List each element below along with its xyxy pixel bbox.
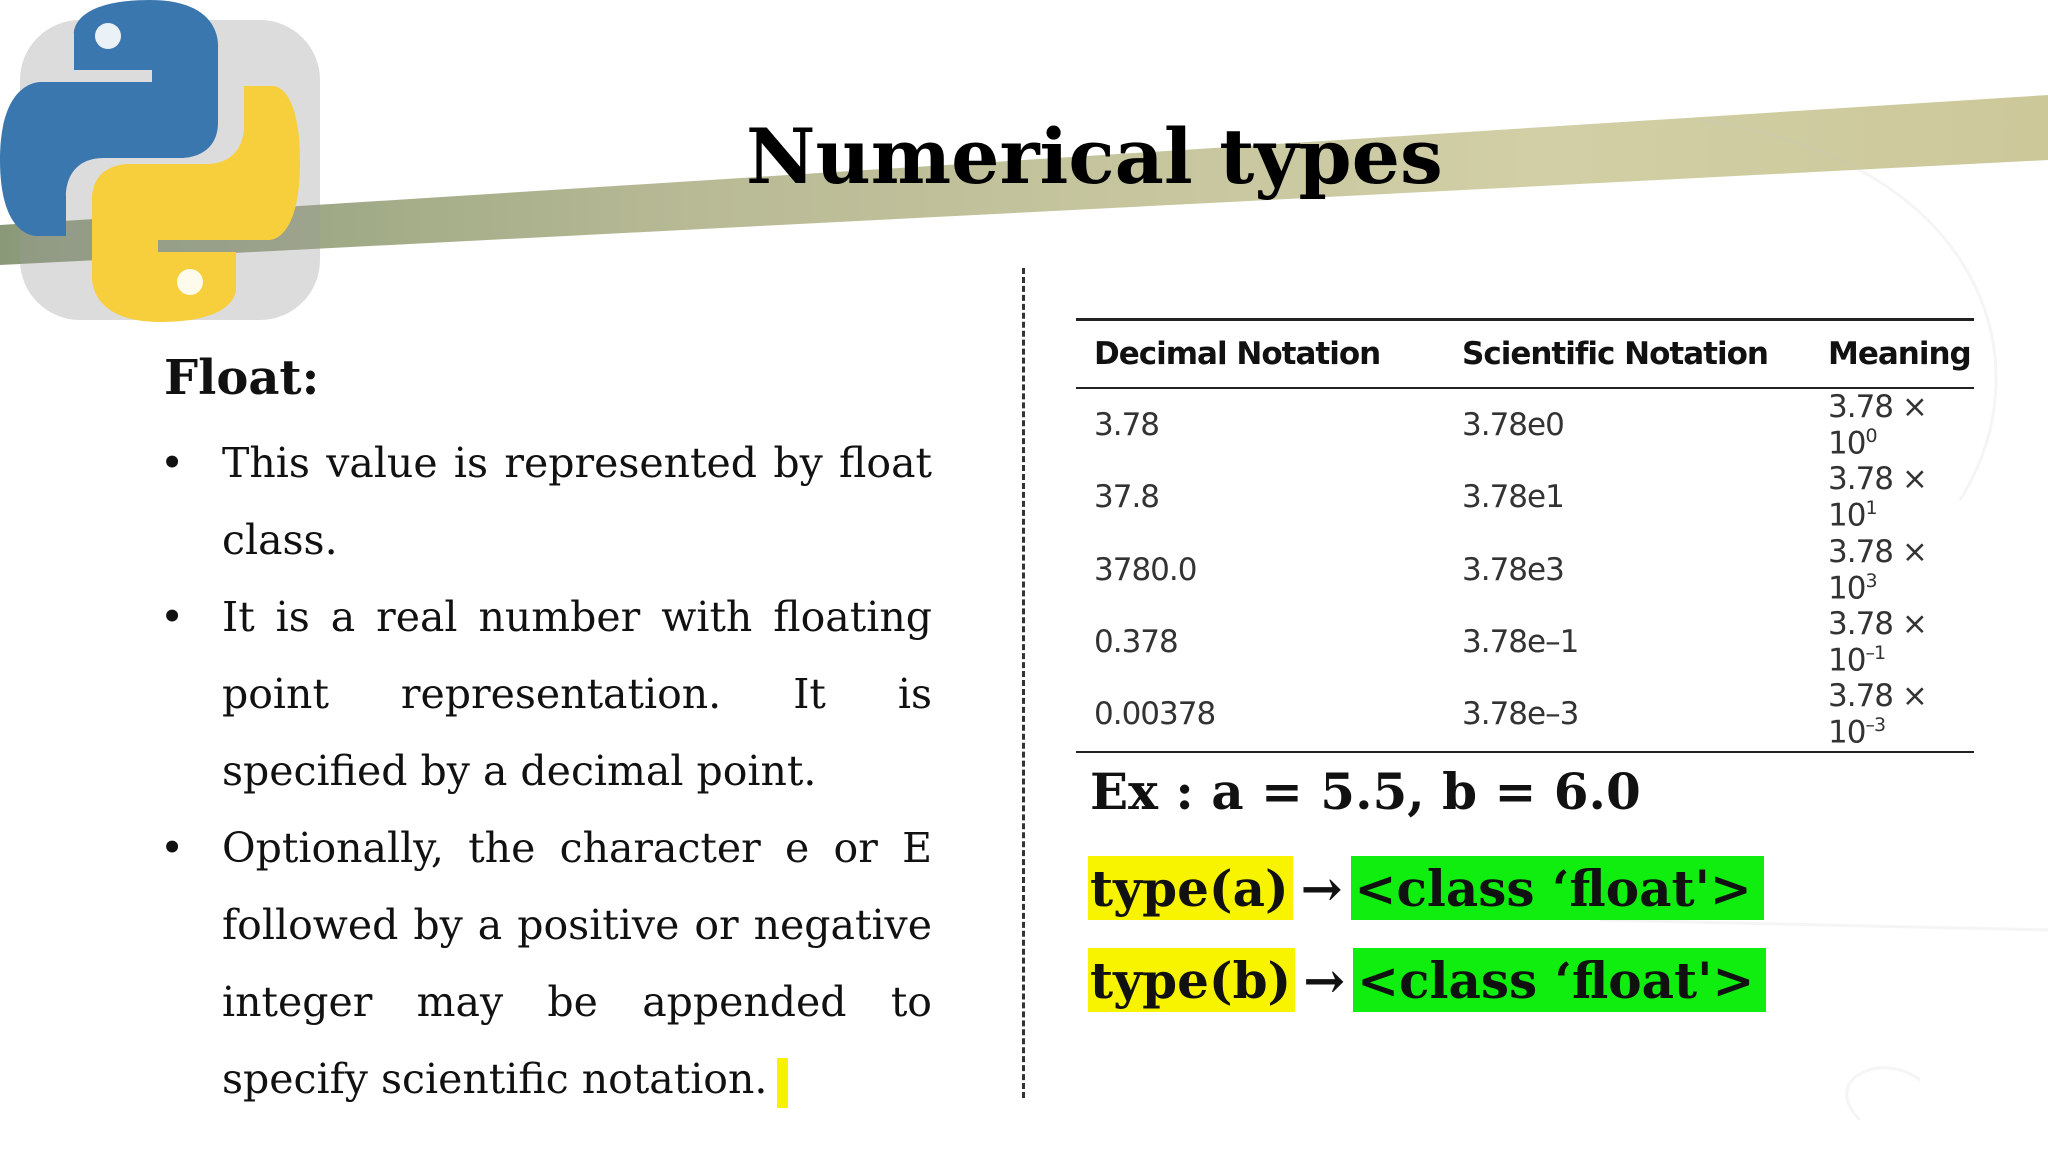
type-b-call: type(b) [1088, 948, 1295, 1012]
cell-decimal: 3.78 [1094, 407, 1160, 444]
float-heading: Float: [164, 350, 320, 406]
bullet-item [160, 579, 932, 810]
column-header-decimal: Decimal Notation [1076, 320, 1444, 389]
bullet-item [160, 425, 932, 579]
meaning-exponent: –3 [1865, 714, 1886, 737]
column-divider [1022, 268, 1025, 1098]
type-b-line [1088, 948, 1766, 1012]
table-row [1076, 534, 1974, 606]
meaning-exponent: –1 [1865, 641, 1886, 664]
bullet-item [160, 810, 932, 1118]
arrow-right-icon: → [1295, 948, 1353, 1012]
cell-scientific: 3.78e1 [1462, 479, 1564, 516]
type-a-result: <class ‘float'> [1351, 856, 1764, 920]
cell-scientific: 3.78e0 [1462, 407, 1564, 444]
table-row [1076, 388, 1974, 461]
meaning-base: 3.78 × 10 [1828, 605, 1927, 679]
type-a-call: type(a) [1088, 856, 1293, 920]
meaning-exponent: 3 [1865, 569, 1877, 592]
meaning-base: 3.78 × 10 [1828, 678, 1927, 751]
type-b-result: <class ‘float'> [1353, 948, 1766, 1012]
cell-decimal: 37.8 [1094, 479, 1160, 516]
table-row [1076, 461, 1974, 533]
arrow-right-icon: → [1293, 856, 1351, 920]
bullet-text: Optionally, the character e or E followed by a positive or negative integer may be appended to specify scientific notation. [222, 824, 932, 1103]
column-header-scientific: Scientific Notation [1444, 320, 1810, 389]
meaning-base: 3.78 × 10 [1828, 461, 1927, 534]
column-header-meaning: Meaning [1810, 320, 1974, 389]
table-row [1076, 606, 1974, 678]
meaning-base: 3.78 × 10 [1828, 389, 1927, 462]
cell-meaning [1810, 678, 1974, 751]
text-cursor-highlight [777, 1058, 788, 1108]
cell-decimal: 0.00378 [1076, 678, 1444, 751]
notation-table-container [1076, 318, 1974, 753]
notation-table [1076, 318, 1974, 753]
type-a-line [1088, 856, 1764, 920]
slide-title: Numerical types [746, 112, 1443, 201]
cell-scientific: 3.78e–3 [1444, 678, 1810, 751]
meaning-base: 3.78 × 10 [1828, 533, 1927, 606]
cell-meaning [1810, 534, 1974, 606]
bullet-dot-icon: • [160, 824, 185, 872]
cell-meaning [1810, 606, 1974, 678]
cell-meaning [1810, 388, 1974, 461]
bullet-text: This value is represented by float class. [222, 439, 932, 564]
table-row [1076, 678, 1974, 751]
cell-scientific: 3.78e3 [1462, 551, 1564, 588]
meaning-exponent: 1 [1865, 497, 1877, 520]
float-bullet-list [160, 425, 932, 1118]
python-logo-icon [0, 0, 320, 330]
meaning-exponent: 0 [1865, 425, 1877, 447]
cell-decimal: 0.378 [1094, 624, 1178, 661]
bullet-dot-icon: • [160, 593, 185, 641]
bullet-text: It is a real number with floating point representation. It is specified by a decimal point. [222, 593, 932, 795]
example-assignment: Ex : a = 5.5, b = 6.0 [1090, 762, 1641, 821]
table-header-row [1076, 320, 1974, 389]
cell-decimal: 3780.0 [1094, 551, 1197, 588]
cell-meaning [1810, 461, 1974, 533]
bullet-dot-icon: • [160, 439, 185, 487]
cell-scientific: 3.78e–1 [1462, 624, 1579, 661]
